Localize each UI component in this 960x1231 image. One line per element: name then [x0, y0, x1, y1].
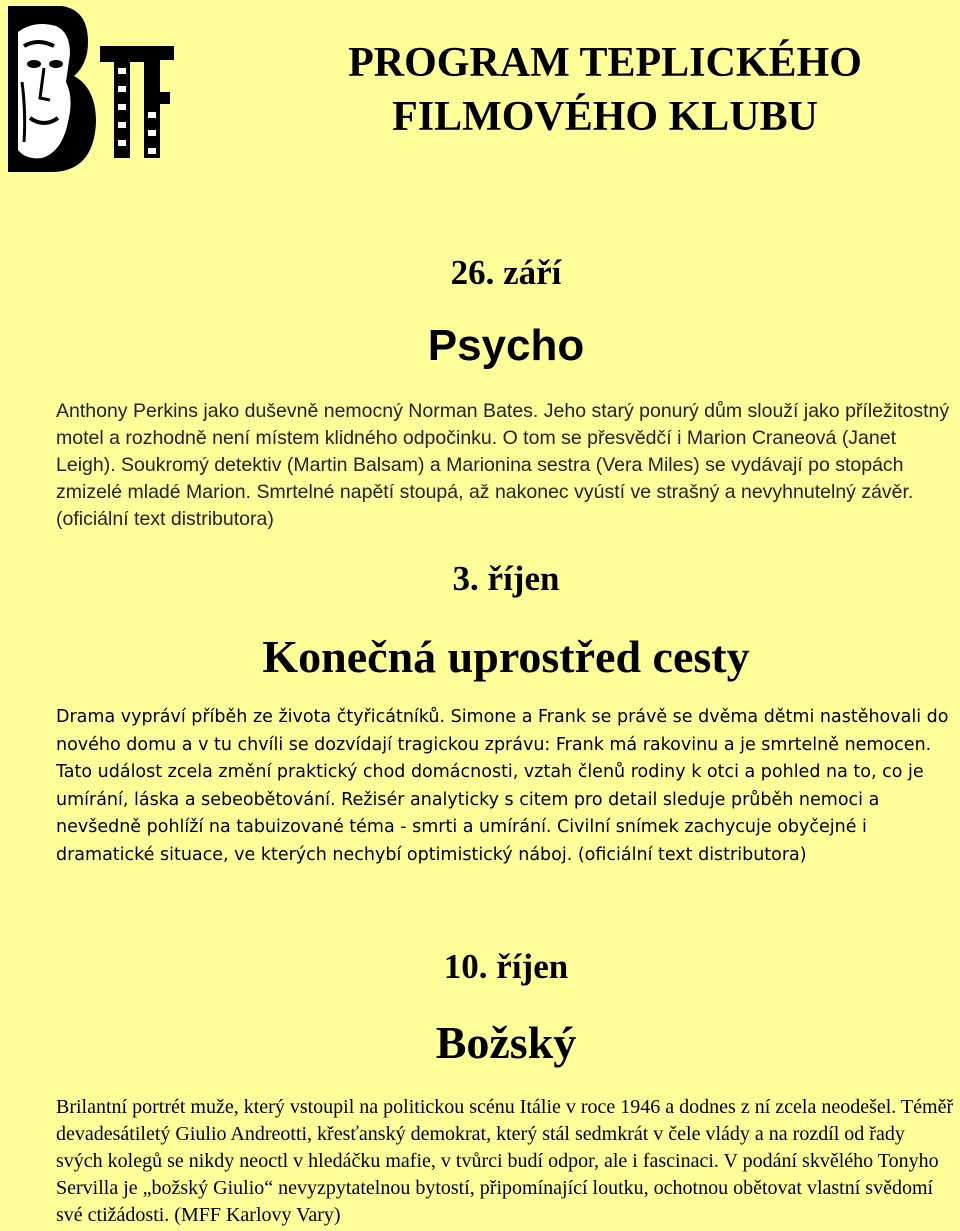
film-description: Brilantní portrét muže, který vstoupil na politickou scénu Itálie v roce 1946 a dodnes z ní zcela neodešel. Téměř devadesátiletý Giulio Andreotti, křesťanský demokrat, který stál sedmkrát v čele vlády a na rozdíl od řady svých kolegů se nikdy neoctl v hledáčku mafie, v tvůrci budí odpor, ale i fascinaci. V podání skvělého Tonyho Servilla je „božský Giulio“ nevyzpytatelnou bytostí, připomínající loutku, ochotnou obětovat vlastní svědomí své ctižádosti. (MFF Karlovy Vary)	[56, 1096, 954, 1226]
page-title	[250, 36, 960, 144]
screening-date: 3. říjen	[452, 559, 560, 598]
screening-date: 10. říjen	[443, 947, 569, 986]
film-title: Konečná uprostřed cesty	[262, 631, 750, 682]
film-title: Božský	[435, 1017, 577, 1068]
btf-logo	[4, 2, 176, 174]
btf-logo-graphic	[4, 2, 176, 174]
film-title: Psycho	[427, 321, 585, 370]
screening-date: 26. září	[450, 253, 562, 292]
film-description: Drama vypráví příběh ze života čtyřicátníků. Simone a Frank se právě se dvěma dětmi nastěhovali do nového domu a v tu chvíli se dozvídají tragickou zprávu: Frank má rakovinu a je smrtelně nemocen. Tato událost zcela změní praktický chod domácnosti, vztah členů rodiny k otci a pohled na to, co je umírání, láska a sebeobětování. Režisér analyticky s citem pro detail sleduje průběh nemoci a nevšedně pohlíží na tabuizované téma - smrti a umírání. Civilní snímek zachycuje obyčejné i dramatické situace, ve kterých nechybí optimistický náboj. (oficiální text distributora)	[56, 707, 949, 865]
page-title-line-2: FILMOVÉHO KLUBU	[392, 94, 818, 140]
page-title-line-1: PROGRAM TEPLICKÉHO	[348, 40, 862, 86]
film-description: Anthony Perkins jako duševně nemocný Norman Bates. Jeho starý ponurý dům slouží jako příležitostný motel a rozhodně není místem klidného odpočinku. O tom se přesvědčí i Marion Craneová (Janet Leigh). Soukromý detektiv (Martin Balsam) a Marionina sestra (Vera Miles) se vydávají po stopách zmizelé mladé Marion. Smrtelné napětí stoupá, až nakonec vyústí ve strašný a nevyhnutelný závěr. (oficiální text distributora)	[56, 400, 950, 530]
